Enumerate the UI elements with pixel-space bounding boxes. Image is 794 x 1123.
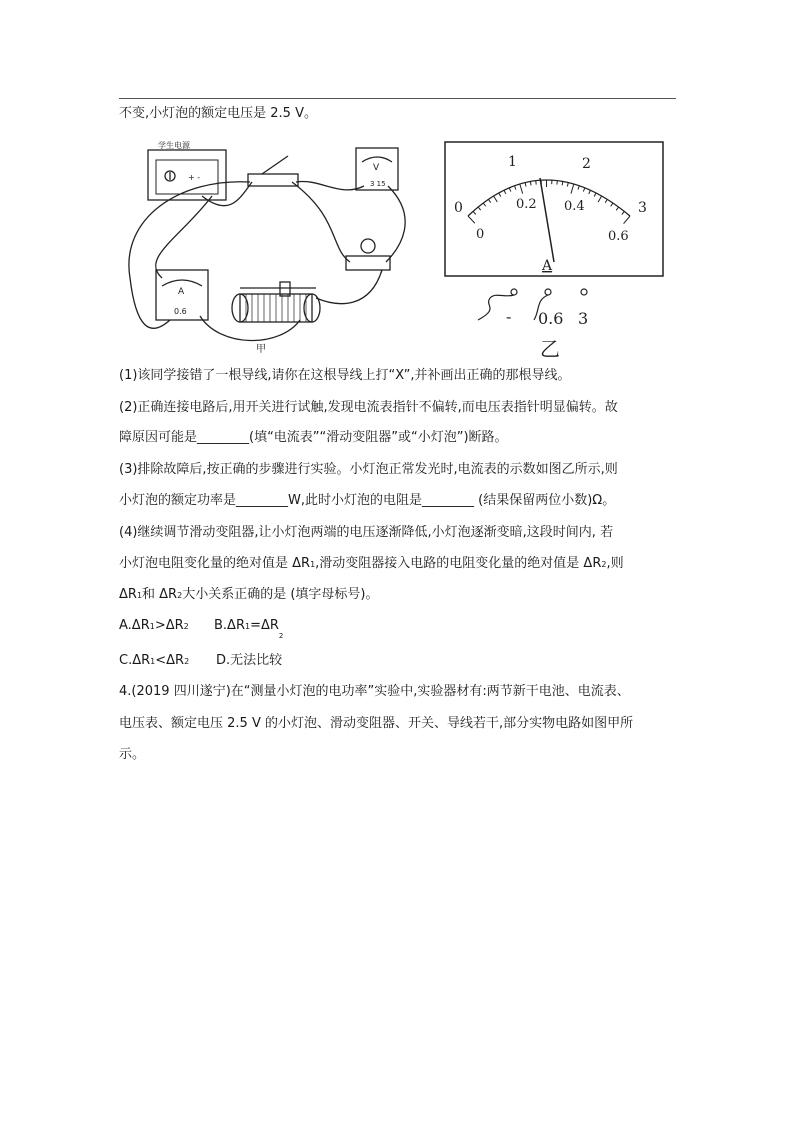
- scale-top-0: 0: [454, 200, 463, 216]
- dial-tick: [562, 181, 563, 185]
- dial-tick: [499, 193, 501, 196]
- bulb-holder: [346, 256, 390, 270]
- dial-tick: [468, 216, 475, 223]
- ammeter-dial-figure-yi: [440, 138, 668, 362]
- question-2-line-2: 障原因可能是________(填“电流表”“滑动变阻器”或“小灯泡”)断路。: [119, 430, 508, 445]
- question-1: (1)该同学接错了一根导线,请你在这根导线上打“X”,并补画出正确的那根导线。: [119, 368, 571, 383]
- voltmeter-terminals: 3 15: [370, 180, 386, 188]
- problem-4-line-3: 示。: [119, 747, 146, 762]
- problem-4-line-1: 4.(2019 四川遂宁)在“测量小灯泡的电功率”实验中,实验器材有:两节新干电池、电流表、: [119, 684, 630, 699]
- question-4-line-1: (4)继续调节滑动变阻器,让小灯泡两端的电压逐渐降低,小灯泡逐渐变暗,这段时间内, 若: [119, 525, 614, 540]
- dial-arc: [468, 180, 630, 216]
- scale-bottom-2: 0.4: [564, 199, 585, 214]
- dial-tick: [494, 196, 498, 202]
- dial-tick: [624, 216, 630, 224]
- meter-unit: A: [542, 258, 553, 274]
- scale-top-1: 1: [508, 154, 517, 170]
- terminal-label-3: 3: [578, 309, 589, 328]
- question-4-line-3: ΔR1和 ΔR2大小关系正确的是 (填字母标号)。: [119, 587, 379, 602]
- scale-top-2: 2: [582, 156, 591, 172]
- power-label: 学生电源: [158, 141, 190, 150]
- dial-tick: [567, 183, 568, 187]
- terminal-neg: [511, 289, 517, 295]
- dial-frame: [445, 142, 663, 276]
- option-a: A.ΔR1>ΔR2: [119, 618, 189, 633]
- scale-bottom-0: 0: [476, 227, 485, 242]
- switch: [248, 174, 298, 186]
- dial-tick: [483, 203, 485, 206]
- header-rule: [119, 98, 676, 99]
- dial-tick: [583, 188, 584, 192]
- question-3-line-1: (3)排除故障后,按正确的步骤进行实验。小灯泡正常发光时,电流表的示数如图乙所示,则: [119, 462, 618, 477]
- ammeter-terminals: 0.6: [174, 307, 187, 316]
- scale-bottom-3: 0.6: [608, 229, 629, 244]
- dial-needle: [540, 178, 554, 262]
- question-4-line-2: 小灯泡电阻变化量的绝对值是 ΔR1,滑动变阻器接入电路的电阻变化量的绝对值是 ΔR2,则: [119, 556, 624, 571]
- dial-tick: [605, 199, 607, 202]
- dial-tick: [509, 188, 511, 192]
- terminal-label-0.6: 0.6: [538, 309, 564, 328]
- option-b: $B.\Delta R1=\Delta R_2$: [214, 618, 284, 640]
- bulb-icon: [361, 239, 375, 253]
- dial-tick: [589, 190, 591, 194]
- terminal-3: [581, 289, 587, 295]
- terminal-0.6: [545, 289, 551, 295]
- power-supply: [148, 150, 226, 200]
- dial-tick: [530, 181, 531, 185]
- dial-tick: [478, 207, 481, 210]
- dial-tick: [515, 186, 516, 190]
- question-3-line-2: 小灯泡的额定功率是________W,此时小灯泡的电阻是________ (结果保留两位小数)Ω。: [119, 493, 616, 508]
- dial-tick: [616, 207, 618, 210]
- dial-tick: [622, 211, 624, 214]
- option-c: C.ΔR1<ΔR2: [119, 653, 190, 668]
- question-2-line-1: (2)正确连接电路后,用开关进行试触,发现电流表指针不偏转,而电压表指针明显偏转。故: [119, 400, 618, 415]
- dial-tick: [594, 193, 596, 197]
- scale-top-3: 3: [638, 200, 647, 216]
- option-d: D.无法比较: [216, 653, 283, 668]
- dial-tick: [611, 203, 613, 206]
- dial-tick: [488, 199, 490, 202]
- dial-tick: [525, 183, 526, 187]
- header-line: 不变,小灯泡的额定电压是 2.5 V。: [119, 106, 317, 121]
- power-terminals: + -: [188, 173, 201, 182]
- voltmeter-label: V: [373, 163, 380, 173]
- dial-tick: [504, 190, 506, 194]
- dial-tick: [520, 184, 523, 194]
- scale-bottom-1: 0.2: [516, 197, 537, 212]
- dial-tick: [598, 196, 601, 202]
- figure-jia-caption: 甲: [256, 344, 266, 355]
- figure-yi-caption: 乙: [540, 337, 560, 361]
- circuit-figure-jia: [120, 138, 420, 358]
- dial-tick: [571, 184, 574, 194]
- terminal-label-neg: -: [506, 307, 512, 326]
- dial-tick: [578, 186, 579, 190]
- ammeter-label: A: [178, 287, 185, 297]
- problem-4-line-2: 电压表、额定电压 2.5 V 的小灯泡、滑动变阻器、开关、导线若干,部分实物电路如图甲所: [119, 716, 634, 731]
- dial-tick: [473, 211, 476, 214]
